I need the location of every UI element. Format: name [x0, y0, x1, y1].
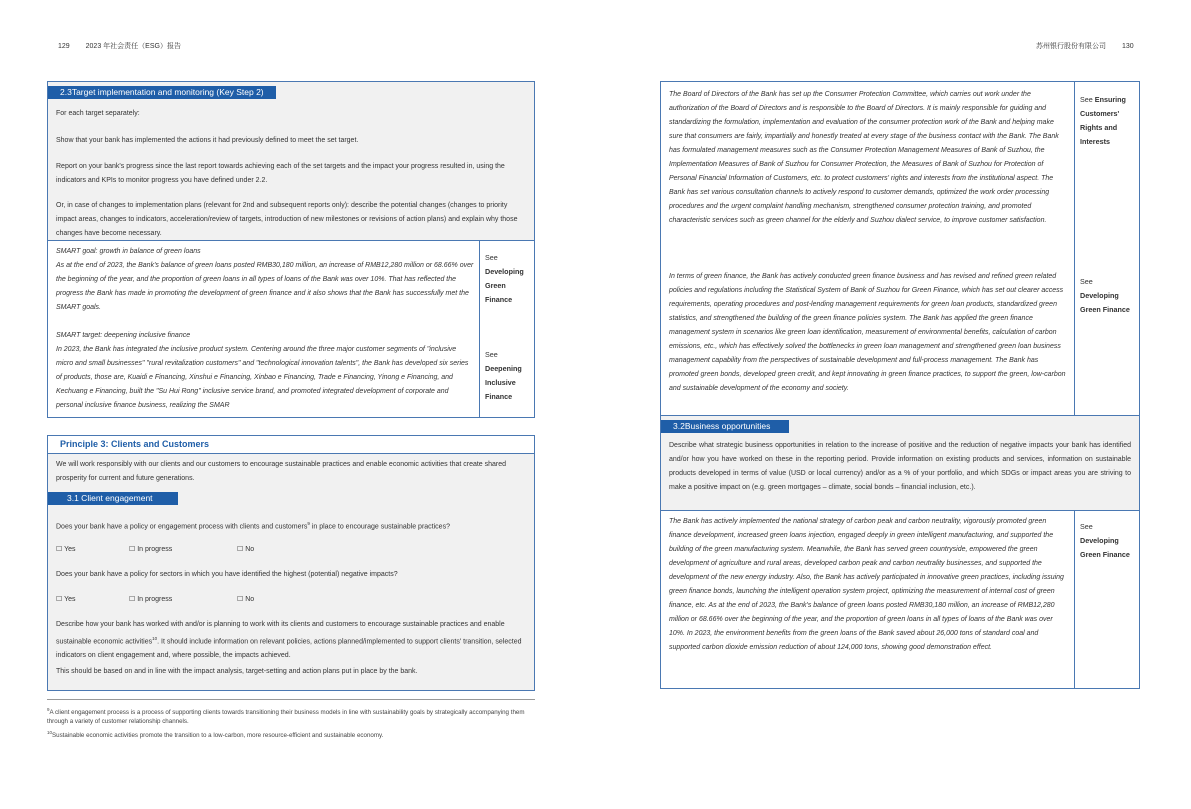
see-link-developing-green-finance[interactable]: Developing Green Finance	[1080, 536, 1130, 559]
left-report-title: 2023 年社会责任（ESG）报告	[85, 43, 181, 50]
checkbox-yes[interactable]: ☐ Yes	[56, 596, 76, 603]
see-reference: See Developing Green Finance	[1080, 522, 1130, 559]
instruction-p1: For each target separately:	[56, 110, 140, 117]
target-implementation-box	[47, 81, 535, 418]
see-link-developing-green-finance[interactable]: Developing Green Finance	[485, 267, 524, 304]
section-heading-2-3: 2.3Target implementation and monitoring (Key Step 2)	[48, 86, 276, 99]
question-policy-engagement: Does your bank have a policy or engagement process with clients and customers$^9$ in place to encourage sustainable practices?	[56, 521, 450, 531]
section-heading-3-1: 3.1 Client engagement	[48, 492, 178, 505]
business-opportunities-intro: Describe what strategic business opportunities in relation to the increase of positive and the reduction of negative impacts your bank has identified and/or how you have worked on these in the reporting period. Provide information on existing products and services, information on sustainable products developed in terms of value (USD or local currency) and/or as a % of your portfolio, and which SDGs or impact areas you are striving to make a positive impact on (e.g. green mortgages – climate, social bonds – financial inclusion, etc.).	[669, 442, 1131, 491]
checkbox-in-progress[interactable]: ☐ In progress	[129, 546, 173, 553]
principle-3-heading: Principle 3: Clients and Customers	[60, 439, 210, 449]
consumer-protection-text: The Board of Directors of the Bank has set up the Consumer Protection Committee, which carries out work under the authorization of the Board of Directors and is responsible to the Board of Directors. It is mainly responsible for guiding and standardizing the formulation, implementation and evaluation of the consumer protection work of the Bank and helping make sure that consumers are fairly, impartially and honestly treated at every stage of the business contact with the Bank. The Bank has formulated management measures such as the Consumer Protection Management Measures of Bank of Suzhou, the Implementation Measures of Bank of Suzhou for Consumer Protection, the Measures of Bank of Suzhou for Protection of Personal Financial Information of Customers, etc. to protect customers' rights and interests from the institutional aspect. The Bank has set various consultation channels to actively respond to customer demands, optimized the work order processing procedures and the urgent complaint handling mechanism, strengthened consumer protection training, and promoted characteristic services such as green channel for the elderly and Suzhou dialect service, to improve customer satisfaction.	[669, 91, 1059, 224]
instruction-p3: Report on your bank's progress since the last report towards achieving each of the set targets and the impact your progress resulted in, using the indicators and KPIs to monitor progress you have defined under 2.2.	[56, 163, 505, 184]
see-reference: See Developing Green Finance	[1080, 277, 1130, 314]
goal-inclusive-finance	[56, 329, 474, 413]
see-link-developing-green-finance[interactable]: Developing Green Finance	[1080, 291, 1130, 314]
business-opportunities-section	[661, 416, 1139, 510]
goal-title: SMART target: deepening inclusive finance	[56, 332, 191, 339]
right-page-header	[1036, 41, 1134, 51]
business-opportunities-text: The Bank has actively implemented the national strategy of carbon peak and carbon neutrality, vigorously promoted green finance development, increased green loans injection, engaged deeply in green intelligent manufacturing, and supported the building of the green manufacturing system. Meanwhile, the Bank has served green countryside, empowered the green development of agriculture and rural areas, developed carbon peak and carbon neutrality businesses, and supported the development of the new energy industry. Also, the Bank has actively participated in innovative green practices, including issuing green finance bonds, launching the intelligent operation system project, optimizing the measurement of internal cost of green finance, etc. As at the end of 2023, the Bank's balance of green loans posted RMB30,180 million, an increase of RMB12,280 million or 68.66% over the beginning of the year, and the proportion of green loans in all types of loans of the Bank was over 10%. In 2023, the environment benefits from the green loans of the Bank saved about 26,000 tons of standard coal and supported carbon dioxide emission reduction of about 124,000 tons, showing good demonstration effect.	[669, 518, 1064, 651]
see-link-customers-rights[interactable]: Ensuring Customers' Rights and Interests	[1080, 95, 1126, 146]
left-page-number: 129	[58, 43, 70, 50]
describe-client-work: Describe how your bank has worked with and/or is planning to work with its clients and customers to encourage sustainable practices and enable sustainable economic activities$^{10}$. It should include information on relevant policies, actions planned/implemented to support clients' transition, selected indicators on client engagement and, where possible, the impacts achieved.	[56, 621, 522, 660]
principle-3-box	[47, 435, 535, 691]
goal-text: As at the end of 2023, the Bank's balance of green loans posted RMB30,180 million, an increase of RMB12,280 million or 68.66% over the beginning of the year, and the proportion of green loans in all types of loans of the Bank was over 10%. That has reflected the progress the Bank has made in promoting the development of green finance and it also shows that the Bank has successfully met the SMART goals.	[56, 262, 474, 311]
goal-text: In 2023, the Bank has integrated the inclusive product system. Centering around the three major customer segments of "inclusive micro and small businesses" "rural revitalization customers" and "technological innovation talents", the Bank has developed six series of products, those are, Kuaidi e Financing, Xinshui e Financing, Xinbao e Financing, Trade e Financing, Yinong e Financing, and Kechuang e Financing, built the "Su Hui Rong" inclusive service brand, and promoted integrated development of corporate and personal inclusive finance business, realizing the SMAR	[56, 346, 469, 409]
checkbox-in-progress[interactable]: ☐ In progress	[129, 596, 173, 603]
footnote-10: $^{10}$Sustainable economic activities promote the transition to a low-carbon, more resource-efficient and sustainable economy.	[47, 730, 384, 740]
instruction-p4: Or, in case of changes to implementation plans (relevant for 2nd and subsequent reports only): describe the potential changes (changes to priority impact areas, changes to indicators, acceleration/review of targets, introduction of new milestones or revisions of action plans) and explain why those changes have become necessary.	[56, 202, 518, 237]
goal-title: SMART goal: growth in balance of green loans	[56, 248, 201, 255]
goal-green-loans	[56, 245, 474, 315]
right-bank-name: 苏州银行股份有限公司	[1036, 43, 1106, 50]
section-heading-3-2: 3.2Business opportunities	[661, 420, 789, 433]
question-sector-policy: Does your bank have a policy for sectors in which you have identified the highest (potential) negative impacts?	[56, 571, 398, 578]
see-reference: See Deepening Inclusive Finance	[485, 350, 522, 401]
principle-3-intro: We will work responsibly with our clients and our customers to encourage sustainable practices and enable economic activities that create shared prosperity for current and future generations.	[56, 461, 507, 482]
see-reference: See Developing Green Finance	[485, 253, 524, 304]
checkbox-no[interactable]: ☐ No	[237, 546, 255, 553]
left-page-header	[58, 41, 195, 51]
checkbox-yes[interactable]: ☐ Yes	[56, 546, 76, 553]
right-page-number: 130	[1121, 43, 1134, 50]
see-link-deepening-inclusive-finance[interactable]: Deepening Inclusive Finance	[485, 364, 522, 401]
footnote-divider	[47, 699, 535, 700]
see-reference: See Ensuring Customers' Rights and Interests	[1080, 95, 1126, 146]
principle-3-body	[48, 454, 534, 690]
checkbox-no[interactable]: ☐ No	[237, 596, 255, 603]
consumer-green-box	[660, 81, 1140, 689]
green-finance-text: In terms of green finance, the Bank has actively conducted green finance business and has revised and refined green related policies and regulations including the Statistical System of Bank of Suzhou for Green Finance, which has set out clearer access requirements, operating procedures and post-lending management requirements for green loan products, standardized green statistics, and strengthened the building of the green finance policies system. The Bank has applied the green finance management system in scenarios like green loan identification, measurement of environmental benefits, calculation of carbon emissions, etc., which has effectively solved the bottlenecks in green loan management and strengthened green loan business management capability from the perspectives of sustainable development and full-process management. The Bank has promoted green bonds, developed green credit, and kept innovating in green finance practices, to support the green, low-carbon and sustainable development of the economy and society.	[669, 273, 1066, 392]
footnote-9: $^9$A client engagement process is a process of supporting clients towards transitioning their business models in line with sustainability goals by strategically accompanying them through a variety of customer relationship channels.	[47, 707, 525, 726]
target-instructions	[48, 82, 534, 240]
describe-basis: This should be based on and in line with the impact analysis, target-setting and action plans put in place by the bank.	[56, 668, 418, 675]
instruction-p2: Show that your bank has implemented the actions it had previously defined to meet the set target.	[56, 137, 359, 144]
